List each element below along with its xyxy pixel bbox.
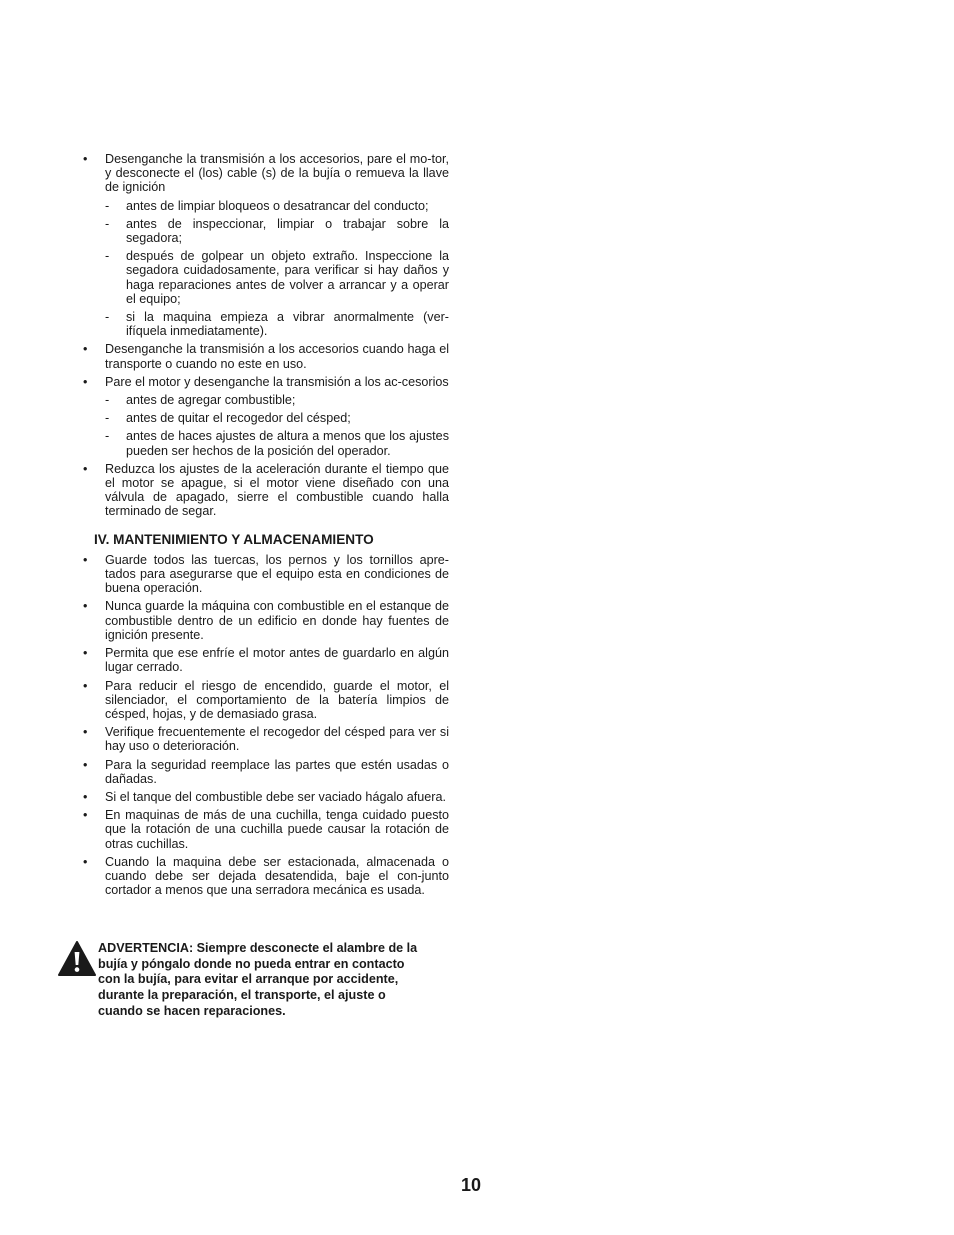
maintenance-list (83, 553, 449, 897)
bullet: • (83, 342, 88, 357)
list-item (83, 342, 449, 370)
sub-list-item (105, 249, 449, 306)
sub-list-item (105, 217, 449, 245)
list-item (83, 758, 449, 786)
list-item (83, 375, 449, 458)
warning-text: ADVERTENCIA: Siempre desconecte el alambre de la bujía y póngalo donde no pueda entrar en contacto con la bujía, para evitar el arranque por accidente, durante la preparación, el transporte, el ajuste o cuando se hacen reparaciones. (98, 941, 418, 1018)
sub-list (105, 393, 449, 458)
section-heading: IV. MANTENIMIENTO Y ALMACENAMIENTO (94, 531, 374, 547)
sub-list-item-text: antes de inspeccionar, limpiar o trabajar sobre la segadora; (126, 216, 449, 246)
sub-list-item (105, 199, 449, 213)
sub-list-item-text: antes de agregar combustible; (126, 393, 296, 408)
dash: - (105, 216, 110, 231)
list-item-text: Permita que ese enfríe el motor antes de guardarlo en algún lugar cerrado. (105, 646, 449, 675)
bullet: • (83, 678, 88, 693)
dash: - (105, 310, 110, 325)
bullet: • (83, 757, 88, 772)
list-item-text: Para reducir el riesgo de encendido, guarde el motor, el silenciador, el comportamiento de la batería limpios de césped, hojas, y de demasiado grasa. (105, 678, 449, 721)
sub-list-item (105, 411, 449, 425)
page-number: 10 (461, 1175, 482, 1195)
list-item-text: Desenganche la transmisión a los accesorios, pare el mo-tor, y desconecte el (los) cable (s) de la bujía o remueva la llave de ignición (105, 152, 449, 195)
list-item-text: Para la seguridad reemplace las partes que estén usadas o dañadas. (105, 757, 449, 786)
list-item-text: En maquinas de más de una cuchilla, tenga cuidado puesto que la rotación de una cuchilla puede causar la rotación de otras cuchillas. (105, 808, 449, 851)
bullet: • (83, 374, 88, 389)
warning-triangle-icon (58, 941, 96, 977)
dash: - (105, 393, 110, 408)
sub-list-item (105, 310, 449, 338)
list-item-text: Desenganche la transmisión a los accesorios cuando haga el transporte o cuando no este en uso. (105, 342, 449, 371)
list-item (83, 855, 449, 898)
sub-list (105, 199, 449, 339)
list-item (83, 790, 449, 804)
list-item (83, 599, 449, 642)
list-item-text: Si el tanque del combustible debe ser vaciado hágalo afuera. (105, 789, 446, 804)
list-item (83, 646, 449, 674)
list-item (83, 553, 449, 596)
list-item-text: Pare el motor y desenganche la transmisión a los ac-cesorios (105, 374, 449, 389)
list-item (83, 808, 449, 851)
bullet: • (83, 461, 88, 476)
dash: - (105, 249, 110, 264)
bullet: • (83, 599, 88, 614)
sub-list-item-text: si la maquina empieza a vibrar anormalmente (ver-ifíquela inmediatamente). (126, 310, 449, 339)
list-item-text: Verifique frecuentemente el recogedor del césped para ver si hay uso o deterioración. (105, 725, 449, 754)
list-item (83, 152, 449, 338)
sub-list-item (105, 429, 449, 457)
list-item-text: Reduzca los ajustes de la aceleración durante el tiempo que el motor se apague, si el motor viene diseñado con una válvula de apagado, sierre el combustible cuando halla terminado de segar. (105, 461, 449, 519)
bullet: • (83, 646, 88, 661)
bullet: • (83, 552, 88, 567)
safety-list-1 (83, 152, 449, 519)
list-item-text: Cuando la maquina debe ser estacionada, almacenada o cuando debe ser dejada desatendida, baje el con-junto cortador a menos que una serradora mecánica es usada. (105, 854, 449, 898)
sub-list-item (105, 393, 449, 407)
dash: - (105, 429, 110, 444)
main-column (83, 152, 449, 901)
dash: - (105, 198, 110, 213)
sub-list-item-text: antes de haces ajustes de altura a menos que los ajustes pueden ser hechos de la posición del operador. (126, 429, 449, 458)
bullet: • (83, 808, 88, 823)
bullet: • (83, 854, 88, 869)
list-item-text: Guarde todos las tuercas, los pernos y los tornillos apre-tados para asegurarse que el equipo esta en condiciones de buena operación. (105, 552, 449, 596)
sub-list-item-text: antes de quitar el recogedor del césped; (126, 411, 351, 426)
warning-box (58, 941, 438, 1020)
sub-list-item-text: después de golpear un objeto extraño. Inspeccione la segadora cuidadosamente, para verificar si hay daños y haga reparaciones antes de volver a arrancar y a operar el equipo; (126, 249, 449, 306)
list-item (83, 679, 449, 722)
list-item (83, 462, 449, 519)
list-item (83, 725, 449, 753)
sub-list-item-text: antes de limpiar bloqueos o desatrancar del conducto; (126, 198, 429, 213)
bullet: • (83, 789, 88, 804)
list-item-text: Nunca guarde la máquina con combustible en el estanque de combustible dentro de un edificio en donde hay fuentes de ignición presente. (105, 599, 449, 642)
bullet: • (83, 725, 88, 740)
bullet: • (83, 152, 88, 166)
dash: - (105, 411, 110, 426)
